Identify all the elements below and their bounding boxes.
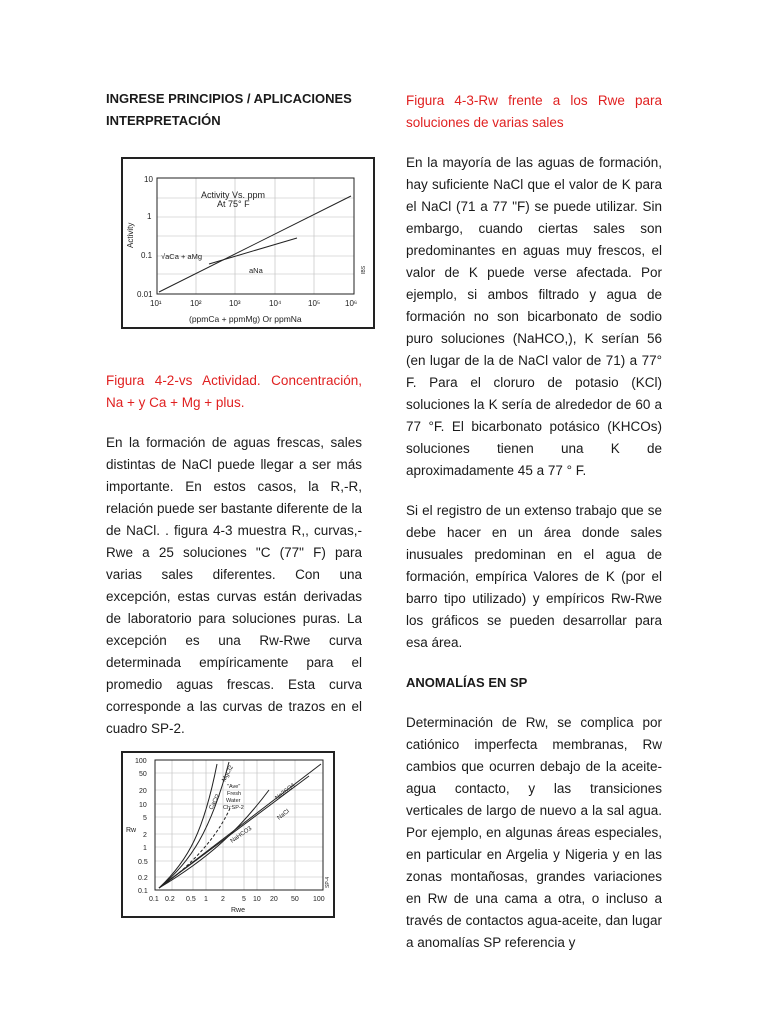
section-heading-anomalias: ANOMALÍAS EN SP (406, 675, 528, 690)
fig2-label-ave: "Ave" (227, 784, 241, 790)
fig2-label-mgcl2: MgCl2 (221, 764, 235, 783)
fig2-ytick: 2 (143, 832, 147, 839)
fig1-ytick: 10 (144, 175, 153, 184)
fig1-curve-label-2: aNa (249, 266, 263, 275)
curve-mgcl2 (159, 762, 229, 888)
fig2-label-nacl: NaCl (276, 808, 291, 822)
left-text-block (106, 370, 362, 740)
fig2-ytick: 5 (143, 815, 147, 822)
fig2-ytick: 20 (139, 788, 147, 795)
fig1-ytick: 1 (147, 212, 152, 221)
fig1-xtick: 10⁵ (308, 299, 321, 308)
curve-ca-mg (159, 196, 351, 292)
fig2-xtick: 0.2 (165, 896, 175, 903)
fig2-xtick: 50 (291, 896, 299, 903)
fig2-xtick: 2 (221, 896, 225, 903)
fig2-ytick: 0.2 (138, 875, 148, 882)
fig1-xtick: 10² (190, 299, 202, 308)
fig2-label-nahco3: NaHCO3 (229, 825, 254, 845)
fig1-xlabel: (ppmCa + ppmMg) Or ppmNa (189, 314, 302, 324)
fig2-ytick: 100 (135, 758, 147, 765)
fig2-xtick: 0.5 (186, 896, 196, 903)
fig2-ytick: 50 (139, 771, 147, 778)
curve-nacl (159, 764, 321, 888)
fig2-ytick: 0.1 (138, 888, 148, 895)
fig2-label-chsp2: Ch SP-2 (223, 805, 244, 811)
fig1-title-2: At 75° F (217, 199, 250, 209)
fig1-xtick: 10⁶ (345, 299, 358, 308)
fig2-label-water: Water (226, 798, 241, 804)
fig2-xtick: 1 (204, 896, 208, 903)
figure-rw-vs-rwe (119, 750, 337, 920)
fig2-xtick: 5 (242, 896, 246, 903)
fig2-xlabel: Rwe (231, 907, 246, 914)
fig2-xtick: 0.1 (149, 896, 159, 903)
left-column (106, 88, 362, 132)
curve-na (209, 238, 297, 264)
figure-activity-vs-ppm (119, 156, 377, 332)
fig2-side-code: SP-4 (325, 876, 331, 888)
fig2-ylabel: Rw (126, 827, 137, 834)
fig1-ytick: 0.1 (141, 251, 153, 260)
fig1-side-code: IBS (361, 265, 367, 274)
figure-4-3-caption: Figura 4-3-Rw frente a los Rwe para soluciones de varias sales (406, 93, 662, 130)
fig2-ytick: 1 (143, 845, 147, 852)
fig2-label-cacl2: CaCl2 (208, 793, 222, 811)
figure-4-2-caption: Figura 4-2-vs Actividad. Concentración, Na + y Ca + Mg + plus. (106, 373, 362, 410)
fig1-xtick: 10³ (229, 299, 241, 308)
fig1-curve-label-1: √aCa + aMg (161, 252, 203, 261)
fig1-xtick: 10⁴ (269, 299, 282, 308)
fig1-xtick: 10¹ (150, 299, 162, 308)
right-column (406, 90, 662, 954)
fig1-ytick: 0.01 (137, 290, 153, 299)
right-paragraph-1: En la mayoría de las aguas de formación, hay suficiente NaCl que el valor de K para el NaCl (71 a 77 "F) se puede utilizar. Sin embargo, cuando ciertas sales son predominantes en aguas muy frescos, el valor de K puede verse afectada. Por ejemplo, si ambos filtrado y agua de formación no son bicarbonato de sodio puro soluciones (NaHCO,), K serían 56 (en lugar de la de NaCl valor de 71) a 77° F. Para el cloruro de potasio (KCl) soluciones la K sería de alrededor de 60 a 77 °F. El bicarbonato potásico (KHCOs) soluciones tienen una K de aproximadamente 45 a 77 ° F. (406, 155, 662, 478)
left-paragraph: En la formación de aguas frescas, sales distintas de NaCl puede llegar a ser más importante. En estos casos, la R,-R, relación puede ser bastante diferente de la de NaCl. . figura 4-3 muestra R,, curvas,-Rwe a 25 soluciones "C (77" F) para varias sales diferentes. Con una excepción, estas curvas están derivadas de laboratorio para soluciones puras. La excepción es una Rw-Rwe curva determinada empíricamente para el promedio aguas frescas. Esta curva corresponde a las curvas de trazos en el cuadro SP-2. (106, 435, 362, 736)
fig1-title-1: Activity Vs. ppm (201, 190, 266, 200)
fig2-ytick: 10 (139, 802, 147, 809)
right-paragraph-2: Si el registro de un extenso trabajo que se debe hacer en un área donde sales inusuales predominan en el agua de formación, empírica Valores de K (por el barro tipo utilizado) y empíricos Rw-Rwe los gráficos se pueden desarrollar para esa área. (406, 503, 662, 650)
right-paragraph-3: Determinación de Rw, se complica por catiónico imperfecta membranas, Rw cambios que ocurren debajo de la aceite-agua contacto, y las transiciones verticales de largo de nuevo a la sal agua. Por ejemplo, en algunas áreas especiales, en particular en Argelia y Nigeria y en las zonas montañosas, grandes variaciones en Rw de una cama a otra, o incluso a través de contactos agua-aceite, dan lugar a anomalías SP referencia y (406, 715, 662, 950)
fig2-label-na2so4: Na2SO4 (274, 782, 297, 802)
fig2-xtick: 20 (270, 896, 278, 903)
fig2-ytick: 0.5 (138, 859, 148, 866)
fig2-label-fresh: Fresh (227, 791, 242, 797)
section-heading-principios: INGRESE PRINCIPIOS / APLICACIONES INTERPRETACIÓN (106, 91, 352, 128)
fig1-ylabel: Activity (126, 222, 135, 248)
fig2-xtick: 10 (253, 896, 261, 903)
fig2-xtick: 100 (313, 896, 325, 903)
